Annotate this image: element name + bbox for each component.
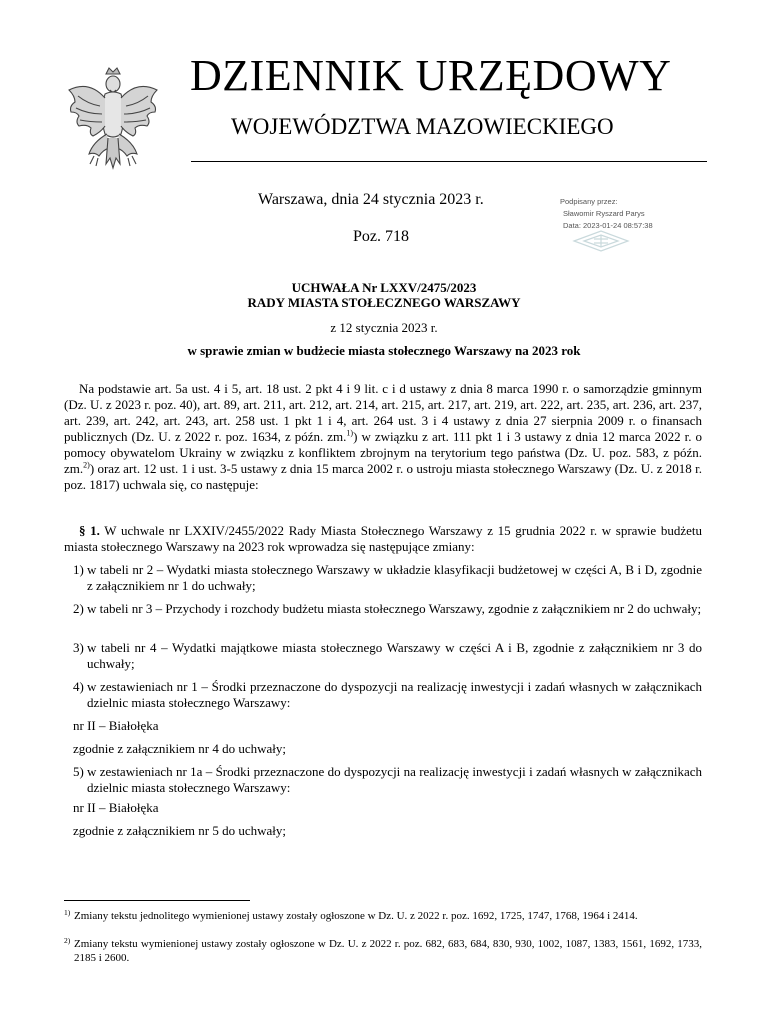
digital-signature [560,196,653,232]
resolution-subject: w sprawie zmian w budżecie miasta stołecznego Warszawy na 2023 rok [187,343,581,358]
footnote-divider [64,900,250,901]
list-item-text: w tabeli nr 2 – Wydatki miasta stołecznego Warszawy w układzie klasyfikacji budżetowej w części A, B i D, zgodnie z załącznikiem nr 1 do uchwały; [87,562,702,593]
signature-signer: Sławomir Ryszard Parys [563,209,645,218]
journal-subtitle: WOJEWÓDZTWA MAZOWIECKIEGO [231,114,614,139]
preamble-text: ) oraz art. 12 ust. 1 i ust. 3-5 ustawy z dnia 15 marca 2002 r. o ustroju miasta stołecznego Warszawy (Dz. U. z 2018 r. poz. 1817) uchwala się, co następuje: [64,461,702,492]
publication-date: Warszawa, dnia 24 stycznia 2023 r. [258,191,484,208]
list-item [73,640,702,672]
position-number: Poz. 718 [353,228,409,245]
signature-date: Data: 2023-01-24 08:57:38 [563,221,653,230]
list-item-number: 1) [73,562,84,577]
list-item [73,679,702,711]
district-name: nr II – Białołęka [73,718,159,733]
signature-line: Podpisany przez: [560,197,618,206]
resolution-title [0,280,768,310]
district-name: nr II – Białołęka [73,800,159,815]
list-item-number: 5) [73,764,84,779]
list-item-text: w zestawieniach nr 1 – Środki przeznaczone do dyspozycji na realizację inwestycji i zadań własnych w załącznikach dzielnic miasta stołecznego Warszawy: [87,679,702,710]
footnote-text: Zmiany tekstu wymienionej ustawy zostały ogłoszone w Dz. U. z 2022 r. poz. 682, 683, 684, 830, 930, 1002, 1087, 1383, 1561, 1692, 1733, 2185 i 2600. [74,938,702,964]
footnote-number: 1) [64,908,71,917]
attachment-reference: zgodnie z załącznikiem nr 4 do uchwały; [73,741,286,756]
paragraph-1 [64,523,702,555]
list-item-text: w zestawieniach nr 1a – Środki przeznaczone do dyspozycji na realizację inwestycji i zadań własnych w załącznikach dzielnic miasta stołecznego Warszawy: [87,764,702,795]
attachment-reference: zgodnie z załącznikiem nr 5 do uchwały; [73,823,286,838]
resolution-date: z 12 stycznia 2023 r. [330,320,438,335]
header-divider [191,161,707,162]
list-item [73,601,702,617]
resolution-number: UCHWAŁA Nr LXXV/2475/2023 [291,280,477,295]
footnote-ref: 1) [346,428,354,438]
list-item-text: w tabeli nr 4 – Wydatki majątkowe miasta stołecznego Warszawy w części A i B, zgodnie z załącznikiem nr 3 do uchwały; [87,640,702,671]
list-item [73,562,702,594]
footnote-ref: 2) [83,460,90,470]
signature-watermark-icon [570,229,632,253]
footnote [64,909,702,923]
preamble-text: ) w związku z art. 111 pkt 1 i 3 ustawy z dnia 12 marca 2022 r. o pomocy obywatelom Ukrainy w związku z konfliktem zbrojnym na terytorium tego państwa (Dz. U. poz. 583, z późn. zm. [64,429,702,476]
list-item-text: w tabeli nr 3 – Przychody i rozchody budżetu miasta stołecznego Warszawy, zgodnie z załącznikiem nr 2 do uchwały; [87,601,702,616]
paragraph-text: W uchwale nr LXXIV/2455/2022 Rady Miasta Stołecznego Warszawy z 15 grudnia 2022 r. w sprawie budżetu miasta stołecznego Warszawy na 2023 rok wprowadza się następujące zmiany: [64,523,702,554]
list-item-number: 3) [73,640,84,655]
list-item [73,764,702,796]
list-item-number: 4) [73,679,84,694]
eagle-emblem-icon [64,64,162,176]
list-item-number: 2) [73,601,84,616]
preamble-text: Na podstawie art. 5a ust. 4 i 5, art. 18 ust. 2 pkt 4 i 9 lit. c i d ustawy z dnia 8 marca 1990 r. o samorządzie gminnym (Dz. U. z 2023 r. poz. 40), art. 89, art. 211, art. 212, art. 214, art. 215, art. 217, art. 219, art. 222, art. 235, art. 236, art. 237, art. 239, art. 242, art. 243, art. 258 ust. 1 pkt 1 i 4, art. 264 ust. 3 i 4 ustawy z dnia 27 sierpnia 2009 r. o finansach publicznych (Dz. U. z 2022 r. poz. 1634, z późn. zm. [64,381,702,444]
preamble-paragraph [64,381,702,493]
footnote-text: Zmiany tekstu jednolitego wymienionej ustawy zostały ogłoszone w Dz. U. z 2022 r. poz. 1692, 1725, 1747, 1768, 1964 i 2414. [74,910,638,922]
journal-title: DZIENNIK URZĘDOWY [190,51,672,100]
footnote [64,937,702,965]
footnote-number: 2) [64,936,71,945]
paragraph-label: § 1. [79,523,100,538]
resolution-issuer: RADY MIASTA STOŁECZNEGO WARSZAWY [247,295,521,310]
